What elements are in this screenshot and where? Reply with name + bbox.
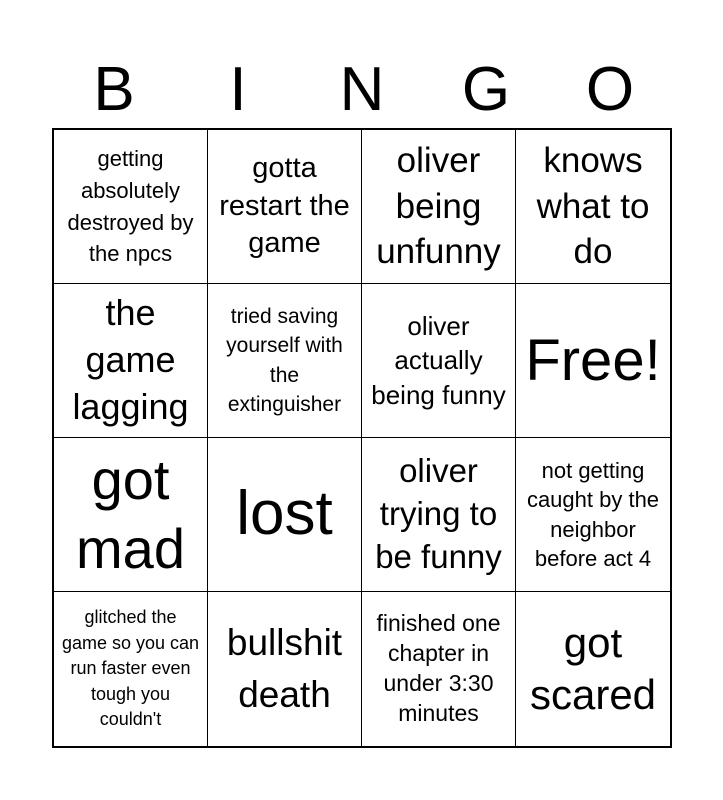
header-letter-i: I [229,55,247,124]
bingo-cell[interactable] [208,130,362,284]
bingo-cell-text: lost [236,479,333,549]
bingo-cell-text: tried saving yourself with the extinguisher [226,304,343,416]
bingo-cell-text: oliver actually being funny [371,311,506,410]
bingo-cell-text: the game lagging [72,292,189,427]
bingo-cell[interactable] [516,438,670,592]
bingo-cell-text: oliver being unfunny [376,141,501,272]
bingo-cell-text: finished one chapter in under 3:30 minutes [376,610,501,726]
bingo-cell-text: bullshit death [226,622,343,715]
header-letter-n: N [339,55,385,124]
bingo-cell[interactable] [208,592,362,746]
bingo-cell[interactable] [54,130,208,284]
bingo-cell[interactable] [362,438,516,592]
bingo-cell[interactable] [516,130,670,284]
bingo-cell free-space[interactable] [516,284,670,438]
bingo-cell-text: gotta restart the game [219,151,350,260]
bingo-cell-text: knows what to do [536,141,650,272]
bingo-header [52,52,672,128]
bingo-cell-text: Free! [525,327,661,393]
bingo-cell-text: not getting caught by the neighbor before act 4 [526,458,660,571]
bingo-cell[interactable] [54,592,208,746]
bingo-cell-text: oliver trying to be funny [375,452,502,575]
header-letter-o: O [585,55,635,124]
bingo-cell-text: got scared [529,618,657,718]
header-letter-b: B [93,55,135,124]
bingo-cell[interactable] [208,438,362,592]
bingo-board [52,128,672,748]
bingo-cell[interactable] [54,284,208,438]
bingo-cell-text: got mad [76,448,185,580]
bingo-cell[interactable] [208,284,362,438]
bingo-cell[interactable] [362,130,516,284]
bingo-cell[interactable] [516,592,670,746]
header-letter-g: G [461,55,511,124]
bingo-cell-text: getting absolutely destroyed by the npcs [67,145,194,267]
bingo-cell-text: glitched the game so you can run faster even tough you couldn't [61,607,200,730]
bingo-cell[interactable] [362,284,516,438]
bingo-cell[interactable] [362,592,516,746]
bingo-cell[interactable] [54,438,208,592]
